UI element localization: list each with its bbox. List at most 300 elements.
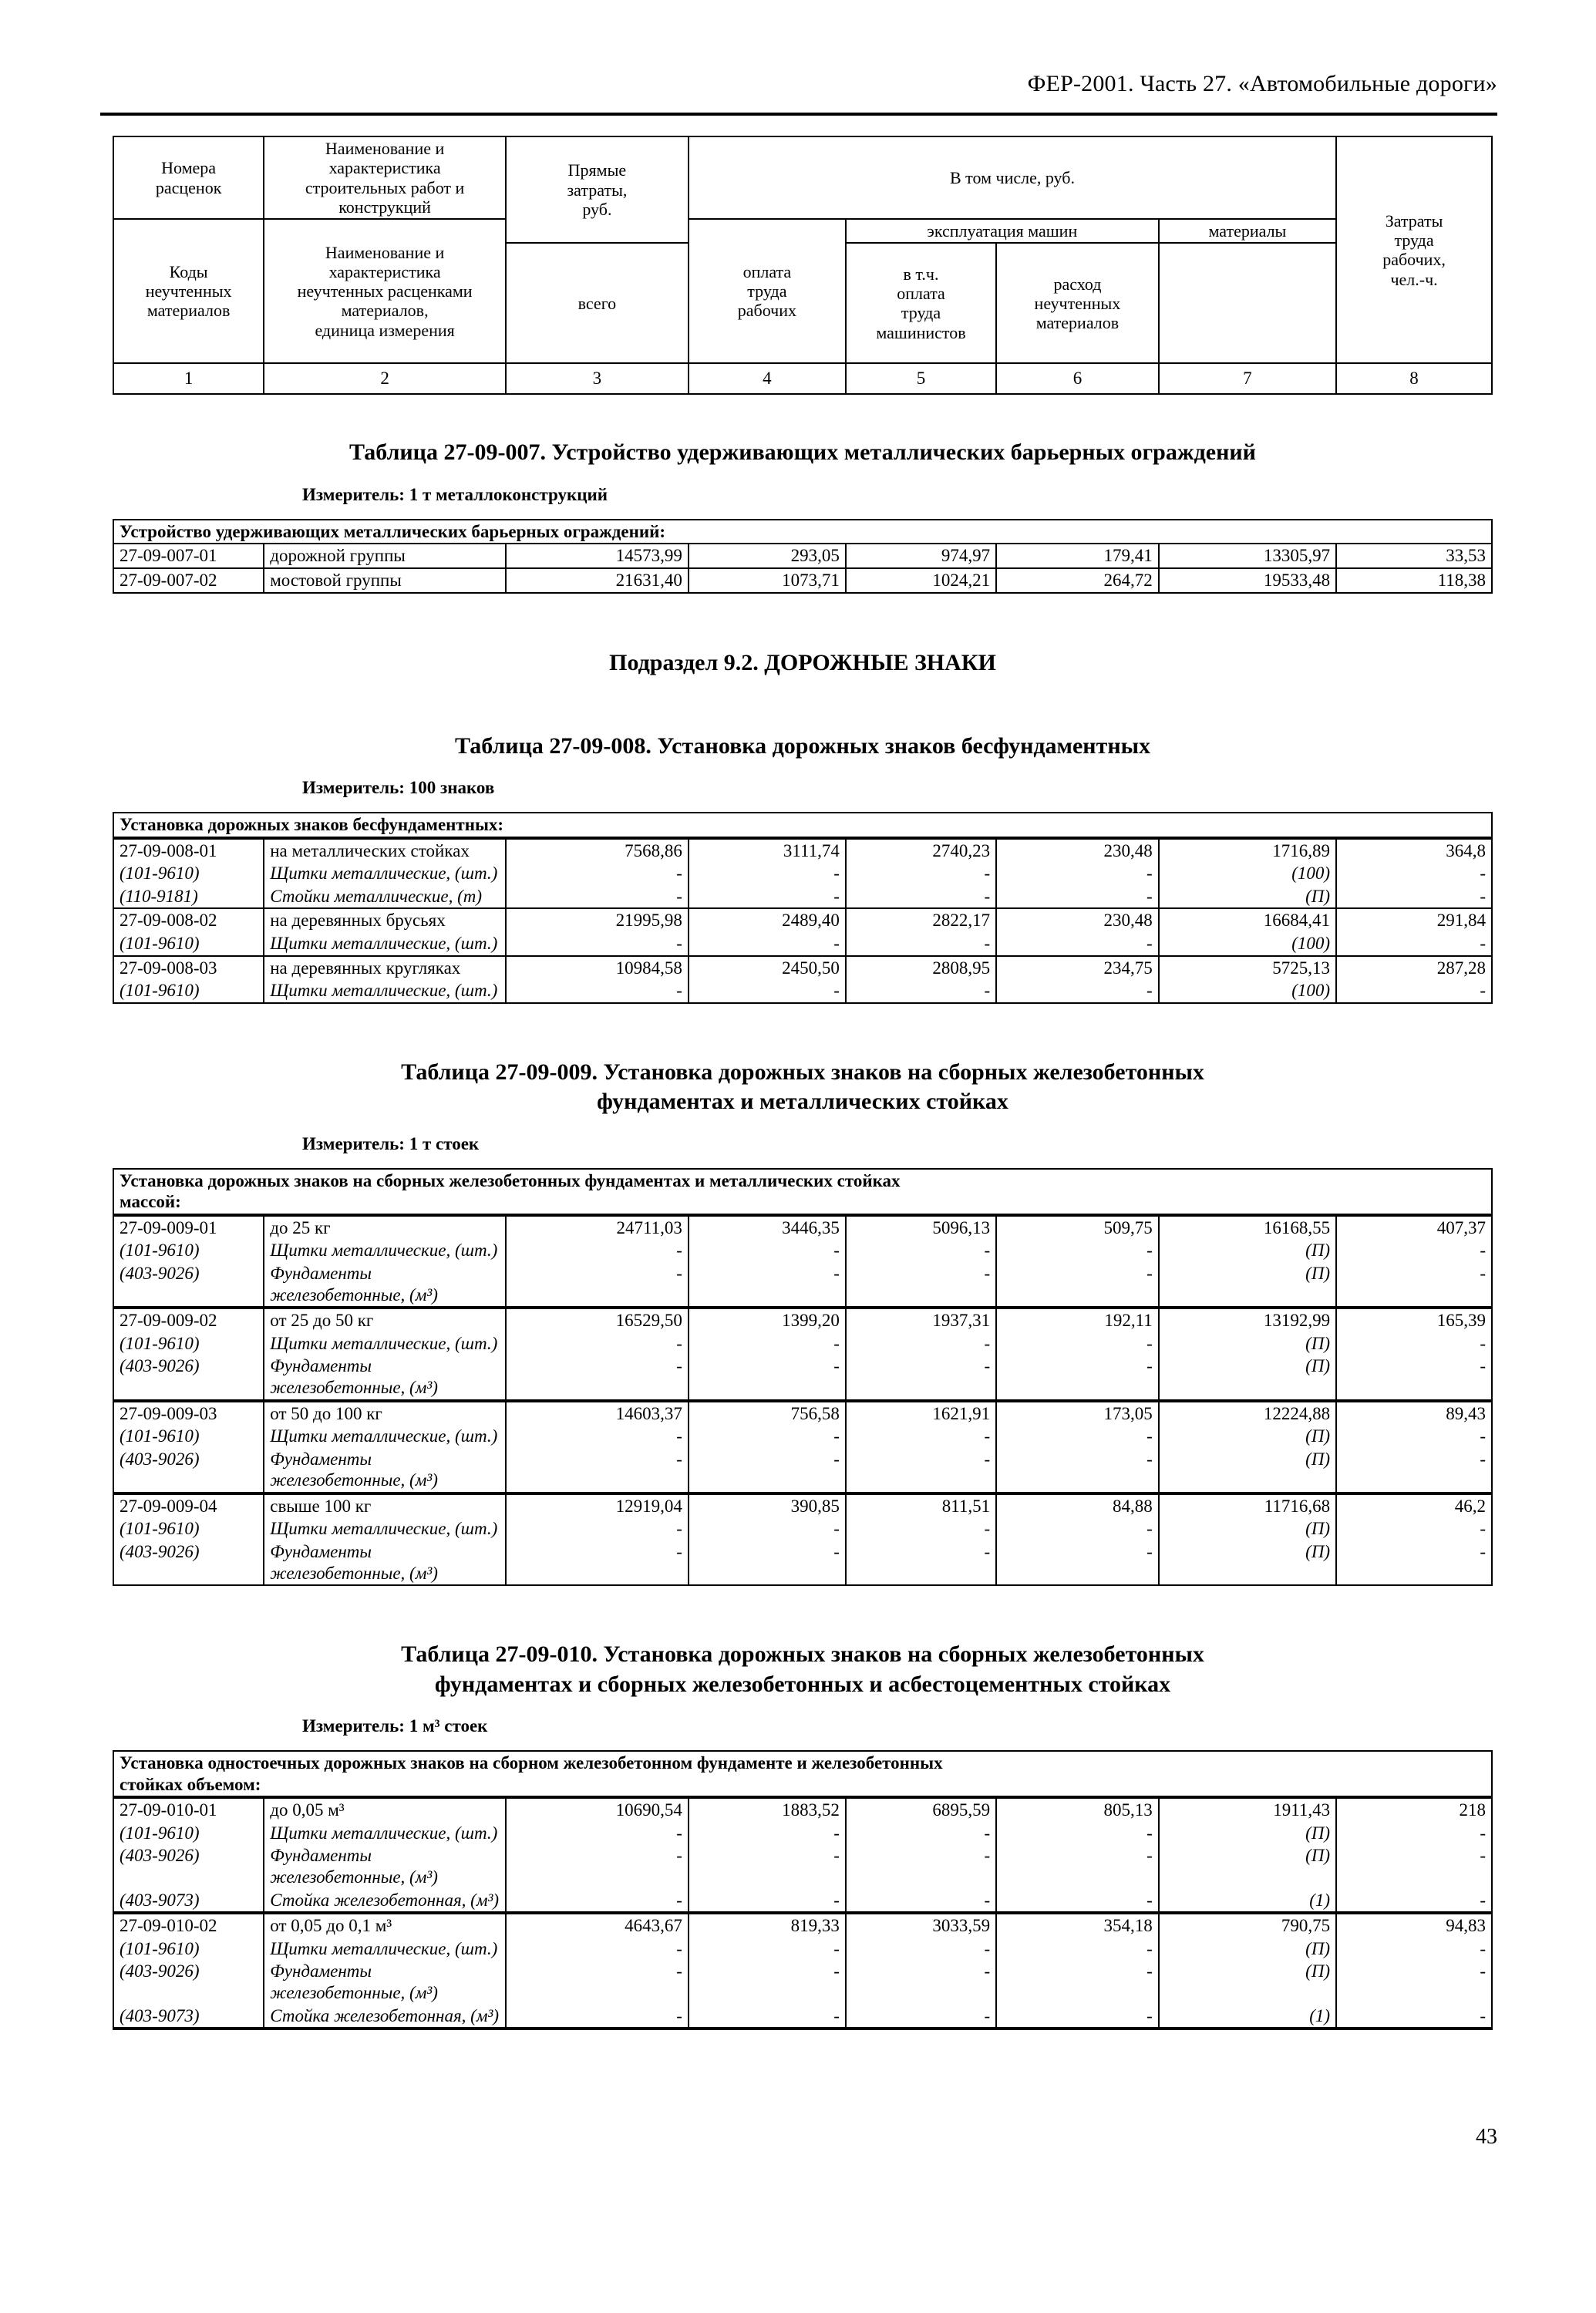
cell-direct-costs: 10690,54	[506, 1797, 689, 1822]
page-number: 43	[1476, 2125, 1497, 2149]
cell-dash: -	[1336, 1822, 1492, 1845]
table-title-010-line1: Таблица 27-09-010. Установка дорожных знаков на сборных железобетонных	[401, 1641, 1204, 1668]
header-row-1	[113, 136, 1492, 219]
cell-dash: -	[846, 1938, 996, 1961]
cell-labor: 33,53	[1336, 544, 1492, 568]
cell-dash: -	[689, 1425, 846, 1448]
cell-code: 27-09-007-01	[113, 544, 264, 568]
cell-direct-costs: 4643,67	[506, 1913, 689, 1938]
cell-labor: 218	[1336, 1797, 1492, 1822]
cell-dash: -	[689, 979, 846, 1003]
cell-name: от 50 до 100 кг	[264, 1401, 506, 1426]
cell-materials: 19533,48	[1159, 568, 1336, 593]
header-text: Прямые	[567, 160, 627, 180]
header-cell-material-name	[264, 219, 506, 363]
header-cell-numbers	[113, 136, 264, 219]
running-head: ФЕР-2001. Часть 27. «Автомобильные дороги»	[1027, 71, 1497, 96]
cell-material-qty: (П)	[1159, 885, 1336, 909]
col-number: 7	[1159, 363, 1336, 394]
cell-dash: -	[506, 885, 689, 909]
table-row	[113, 908, 1492, 932]
cell-dash: -	[689, 932, 846, 956]
cell-labor: 89,43	[1336, 1401, 1492, 1426]
cell-dash: -	[996, 1355, 1159, 1400]
cell-dash: -	[506, 1938, 689, 1961]
cell-dash: -	[1336, 1960, 1492, 2004]
cell-name: на деревянных кругляках	[264, 956, 506, 980]
material-row	[113, 1960, 1492, 2004]
cell-dash: -	[689, 1239, 846, 1262]
cell-dash: -	[846, 862, 996, 885]
cell-code: 27-09-010-02	[113, 1913, 264, 1938]
header-text: труда	[1394, 230, 1434, 250]
band-line: стойках объемом:	[120, 1774, 261, 1794]
cell-material-qty: (П)	[1159, 1517, 1336, 1540]
header-number-row	[113, 363, 1492, 394]
cell-code: 27-09-008-01	[113, 838, 264, 863]
header-text: неучтенных	[1034, 293, 1121, 313]
cell-direct-costs: 24711,03	[506, 1215, 689, 1240]
section-band-label	[113, 1751, 1492, 1797]
cell-name: на металлических стойках	[264, 838, 506, 863]
header-cell-operator-pay	[846, 243, 996, 363]
cell-material-code: (101-9610)	[113, 1239, 264, 1262]
header-text: Номера	[161, 158, 217, 178]
cell-materials: 11716,68	[1159, 1493, 1336, 1518]
header-text: оплата	[897, 284, 945, 304]
cell-material-name: Щитки металлические, (шт.)	[264, 932, 506, 956]
page-content	[113, 136, 1493, 2030]
cell-dash: -	[846, 1960, 996, 2004]
cell-material-name: Щитки металлические, (шт.)	[264, 862, 506, 885]
spacer	[113, 1736, 1493, 1750]
cell-dash: -	[996, 1844, 1159, 1888]
cell-worker-pay: 2489,40	[689, 908, 846, 932]
cell-worker-pay: 1883,52	[689, 1797, 846, 1822]
subsection-title: Подраздел 9.2. ДОРОЖНЫЕ ЗНАКИ	[609, 649, 996, 675]
cell-dash: -	[846, 1425, 996, 1448]
cell-name: дорожной группы	[264, 544, 506, 568]
header-cell-material-codes	[113, 219, 264, 363]
cell-operator-pay: 173,05	[996, 1401, 1159, 1426]
header-text: материалов	[146, 301, 231, 321]
data-table-010	[113, 1750, 1493, 2030]
cell-machines-total: 2822,17	[846, 908, 996, 932]
band-line: Установка дорожных знаков на сборных железобетонных фундаментах и металлических стойках	[120, 1170, 901, 1190]
cell-dash: -	[846, 1332, 996, 1355]
spacer	[113, 1004, 1493, 1058]
cell-dash: -	[996, 1960, 1159, 2004]
cell-dash: -	[506, 1448, 689, 1493]
cell-material-code: (110-9181)	[113, 885, 264, 909]
cell-machines-total: 1937,31	[846, 1308, 996, 1332]
cell-dash: -	[996, 885, 1159, 909]
cell-machines-total: 811,51	[846, 1493, 996, 1518]
material-row	[113, 1540, 1492, 1585]
header-text: строительных работ и конструкций	[305, 177, 465, 217]
cell-code: 27-09-010-01	[113, 1797, 264, 1822]
cell-dash: -	[1336, 1889, 1492, 1914]
header-text: труда	[747, 281, 787, 301]
cell-dash: -	[689, 1960, 846, 2004]
section-band-row	[113, 813, 1492, 838]
cell-materials: 5725,13	[1159, 956, 1336, 980]
cell-dash: -	[996, 862, 1159, 885]
cell-dash: -	[1336, 1448, 1492, 1493]
table-row	[113, 1493, 1492, 1518]
header-group-machines: эксплуатация машин	[846, 219, 1159, 243]
cell-material-qty: (П)	[1159, 1540, 1336, 1585]
spacer	[113, 1117, 1493, 1134]
cell-name: мостовой группы	[264, 568, 506, 593]
spacer	[113, 1699, 1493, 1716]
header-text: Наименование и характеристика	[325, 242, 445, 281]
material-row	[113, 1355, 1492, 1400]
header-text: труда	[901, 303, 941, 323]
cell-material-code: (101-9610)	[113, 1517, 264, 1540]
data-table-009	[113, 1168, 1493, 1587]
cell-operator-pay: 354,18	[996, 1913, 1159, 1938]
header-text: руб.	[582, 199, 612, 219]
cell-name: до 25 кг	[264, 1215, 506, 1240]
cell-material-qty: (П)	[1159, 1355, 1336, 1400]
header-rule	[100, 113, 1497, 116]
cell-machines-total: 974,97	[846, 544, 996, 568]
table-title-010-line2: фундаментах и сборных железобетонных и асбестоцементных стойках	[434, 1671, 1171, 1697]
table-title-009-line2: фундаментах и металлических стойках	[597, 1089, 1008, 1115]
cell-operator-pay: 234,75	[996, 956, 1159, 980]
spacer	[113, 761, 1493, 778]
cell-dash: -	[1336, 1355, 1492, 1400]
cell-material-qty: (1)	[1159, 2005, 1336, 2029]
cell-dash: -	[846, 1355, 996, 1400]
cell-dash: -	[1336, 979, 1492, 1003]
cell-material-name: Щитки металлические, (шт.)	[264, 1332, 506, 1355]
cell-material-qty: (П)	[1159, 1262, 1336, 1308]
material-row	[113, 1262, 1492, 1308]
cell-direct-costs: 7568,86	[506, 838, 689, 863]
cell-worker-pay: 293,05	[689, 544, 846, 568]
spacer	[113, 505, 1493, 519]
cell-dash: -	[689, 1332, 846, 1355]
header-text: Коды	[169, 261, 208, 281]
cell-operator-pay: 230,48	[996, 908, 1159, 932]
cell-worker-pay: 2450,50	[689, 956, 846, 980]
cell-worker-pay: 1399,20	[689, 1308, 846, 1332]
cell-dash: -	[689, 1355, 846, 1400]
cell-labor: 165,39	[1336, 1308, 1492, 1332]
cell-direct-costs: 10984,58	[506, 956, 689, 980]
cell-operator-pay: 264,72	[996, 568, 1159, 593]
cell-dash: -	[506, 1262, 689, 1308]
header-text: неучтенных расценками материалов,	[297, 281, 473, 321]
cell-name: на деревянных брусьях	[264, 908, 506, 932]
cell-labor: 407,37	[1336, 1215, 1492, 1240]
section-band-label	[113, 1169, 1492, 1215]
cell-dash: -	[1336, 932, 1492, 956]
cell-materials: 12224,88	[1159, 1401, 1336, 1426]
cell-dash: -	[996, 1262, 1159, 1308]
cell-dash: -	[506, 1844, 689, 1888]
table-meter-009: Измеритель: 1 т стоек	[302, 1133, 480, 1153]
table-meter-010: Измеритель: 1 м³ стоек	[302, 1716, 488, 1736]
header-row-2	[113, 219, 1492, 243]
cell-code: 27-09-009-01	[113, 1215, 264, 1240]
cell-dash: -	[689, 2005, 846, 2029]
cell-material-qty: (П)	[1159, 1938, 1336, 1961]
cell-name: от 0,05 до 0,1 м³	[264, 1913, 506, 1938]
cell-dash: -	[1336, 1844, 1492, 1888]
cell-material-name: Фундаменты железобетонные, (м³)	[264, 1448, 506, 1493]
cell-labor: 364,8	[1336, 838, 1492, 863]
cell-dash: -	[846, 932, 996, 956]
cell-dash: -	[996, 1822, 1159, 1845]
header-cell-direct-costs	[506, 136, 689, 243]
data-table-007	[113, 519, 1493, 594]
cell-worker-pay: 756,58	[689, 1401, 846, 1426]
cell-worker-pay: 390,85	[689, 1493, 846, 1518]
header-cell-machines-total: всего	[506, 243, 689, 363]
cell-dash: -	[846, 1822, 996, 1845]
cell-dash: -	[689, 1938, 846, 1961]
cell-dash: -	[996, 1332, 1159, 1355]
cell-dash: -	[996, 1448, 1159, 1493]
cell-operator-pay: 192,11	[996, 1308, 1159, 1332]
cell-dash: -	[506, 2005, 689, 2029]
spacer	[113, 678, 1493, 732]
cell-material-name: Щитки металлические, (шт.)	[264, 1425, 506, 1448]
material-row	[113, 1822, 1492, 1845]
cell-dash: -	[506, 1889, 689, 1914]
cell-materials: 1911,43	[1159, 1797, 1336, 1822]
cell-dash: -	[506, 1332, 689, 1355]
cell-material-code: (403-9026)	[113, 1540, 264, 1585]
header-text: расценок	[155, 177, 222, 197]
header-text: единица измерения	[315, 320, 455, 340]
cell-direct-costs: 21631,40	[506, 568, 689, 593]
cell-dash: -	[689, 1262, 846, 1308]
material-row	[113, 1448, 1492, 1493]
table-row	[113, 1308, 1492, 1332]
cell-dash: -	[689, 1889, 846, 1914]
header-text: в т.ч.	[903, 264, 939, 284]
cell-dash: -	[506, 1517, 689, 1540]
cell-labor: 287,28	[1336, 956, 1492, 980]
cell-dash: -	[846, 1889, 996, 1914]
cell-name: до 0,05 м³	[264, 1797, 506, 1822]
cell-dash: -	[1336, 1540, 1492, 1585]
material-row	[113, 1938, 1492, 1961]
cell-dash: -	[996, 2005, 1159, 2029]
material-row	[113, 979, 1492, 1003]
cell-dash: -	[996, 1239, 1159, 1262]
cell-dash: -	[846, 1448, 996, 1493]
material-row	[113, 1425, 1492, 1448]
cell-dash: -	[996, 1938, 1159, 1961]
cell-dash: -	[506, 979, 689, 1003]
cell-material-name: Стойка железобетонная, (м³)	[264, 2005, 506, 2029]
cell-dash: -	[846, 1844, 996, 1888]
cell-worker-pay: 819,33	[689, 1913, 846, 1938]
header-text: рабочих,	[1382, 250, 1446, 270]
band-line: Установка одностоечных дорожных знаков на сборном железобетонном фундаменте и железобетонных	[120, 1753, 943, 1773]
cell-dash: -	[689, 1540, 846, 1585]
cell-code: 27-09-009-03	[113, 1401, 264, 1426]
cell-operator-pay: 805,13	[996, 1797, 1159, 1822]
cell-operator-pay: 509,75	[996, 1215, 1159, 1240]
cell-machines-total: 3033,59	[846, 1913, 996, 1938]
cell-dash: -	[506, 1540, 689, 1585]
table-row	[113, 1913, 1492, 1938]
cell-material-code: (403-9073)	[113, 1889, 264, 1914]
header-text: Затраты	[1385, 210, 1443, 231]
table-row	[113, 956, 1492, 980]
header-group-materials: материалы	[1159, 219, 1336, 243]
cell-material-code: (101-9610)	[113, 979, 264, 1003]
table-row	[113, 544, 1492, 568]
spacer	[113, 468, 1493, 485]
table-meter-007: Измеритель: 1 т металлоконструкций	[302, 484, 608, 504]
col-number: 5	[846, 363, 996, 394]
header-cell-worker-pay	[689, 219, 846, 363]
cell-labor: 291,84	[1336, 908, 1492, 932]
section-band-row	[113, 1169, 1492, 1215]
table-meter-008: Измеритель: 100 знаков	[302, 778, 495, 798]
cell-material-code: (403-9026)	[113, 1844, 264, 1888]
cell-code: 27-09-009-02	[113, 1308, 264, 1332]
cell-dash: -	[996, 979, 1159, 1003]
cell-material-code: (403-9026)	[113, 1262, 264, 1308]
table-title-007: Таблица 27-09-007. Устройство удерживающих металлических барьерных ограждений	[349, 439, 1256, 466]
band-line: массой:	[120, 1192, 181, 1212]
cell-materials: 16168,55	[1159, 1215, 1336, 1240]
cell-operator-pay: 179,41	[996, 544, 1159, 568]
cell-material-qty: (П)	[1159, 1239, 1336, 1262]
cell-code: 27-09-008-03	[113, 956, 264, 980]
cell-dash: -	[689, 1822, 846, 1845]
cell-materials: 790,75	[1159, 1913, 1336, 1938]
cell-worker-pay: 3111,74	[689, 838, 846, 863]
table-row	[113, 838, 1492, 863]
cell-material-qty: (П)	[1159, 1960, 1336, 2004]
cell-dash: -	[1336, 2005, 1492, 2029]
col-number: 8	[1336, 363, 1492, 394]
header-text: материалов	[1035, 313, 1120, 333]
cell-materials: 1716,89	[1159, 838, 1336, 863]
header-text: затраты,	[567, 180, 628, 200]
cell-dash: -	[689, 885, 846, 909]
cell-material-qty: (П)	[1159, 1844, 1336, 1888]
cell-material-code: (101-9610)	[113, 1332, 264, 1355]
cell-direct-costs: 12919,04	[506, 1493, 689, 1518]
header-text: чел.-ч.	[1390, 269, 1438, 289]
cell-material-code: (101-9610)	[113, 1822, 264, 1845]
cell-labor: 46,2	[1336, 1493, 1492, 1518]
section-band-label: Установка дорожных знаков бесфундаментных:	[113, 813, 1492, 838]
cell-machines-total: 5096,13	[846, 1215, 996, 1240]
spacer	[113, 594, 1493, 648]
cell-material-name: Стойки металлические, (т)	[264, 885, 506, 909]
cell-material-code: (403-9026)	[113, 1448, 264, 1493]
cell-materials: 13192,99	[1159, 1308, 1336, 1332]
material-row	[113, 1844, 1492, 1888]
cell-labor: 94,83	[1336, 1913, 1492, 1938]
cell-materials: 16684,41	[1159, 908, 1336, 932]
cell-machines-total: 6895,59	[846, 1797, 996, 1822]
col-number: 3	[506, 363, 689, 394]
cell-material-name: Фундаменты железобетонные, (м³)	[264, 1355, 506, 1400]
table-row	[113, 568, 1492, 593]
cell-labor: 118,38	[1336, 568, 1492, 593]
cell-dash: -	[1336, 1938, 1492, 1961]
cell-worker-pay: 3446,35	[689, 1215, 846, 1240]
header-text: оплата	[742, 261, 792, 281]
cell-material-name: Фундаменты железобетонные, (м³)	[264, 1262, 506, 1308]
cell-material-qty: (100)	[1159, 979, 1336, 1003]
header-text: рабочих	[737, 301, 796, 321]
cell-dash: -	[846, 885, 996, 909]
cell-material-name: Щитки металлические, (шт.)	[264, 1517, 506, 1540]
cell-material-code: (101-9610)	[113, 1938, 264, 1961]
spacer	[113, 395, 1493, 438]
cell-material-name: Щитки металлические, (шт.)	[264, 979, 506, 1003]
cell-worker-pay: 1073,71	[689, 568, 846, 593]
section-band-label: Устройство удерживающих металлических барьерных ограждений:	[113, 520, 1492, 544]
cell-dash: -	[996, 1425, 1159, 1448]
cell-dash: -	[846, 2005, 996, 2029]
cell-dash: -	[1336, 862, 1492, 885]
spacer	[113, 1154, 1493, 1168]
header-group-including: В том числе, руб.	[689, 136, 1336, 219]
cell-dash: -	[506, 1822, 689, 1845]
cell-dash: -	[506, 1960, 689, 2004]
cell-material-name: Щитки металлические, (шт.)	[264, 1239, 506, 1262]
material-row	[113, 885, 1492, 909]
cell-material-name: Фундаменты железобетонные, (м³)	[264, 1844, 506, 1888]
cell-code: 27-09-007-02	[113, 568, 264, 593]
cell-dash: -	[846, 1540, 996, 1585]
cell-material-code: (403-9073)	[113, 2005, 264, 2029]
material-row	[113, 2005, 1492, 2029]
col-number: 2	[264, 363, 506, 394]
col-number: 6	[996, 363, 1159, 394]
header-text: неучтенных	[145, 281, 232, 301]
material-row	[113, 1889, 1492, 1914]
material-row	[113, 1332, 1492, 1355]
cell-materials: 13305,97	[1159, 544, 1336, 568]
cell-material-qty: (П)	[1159, 1332, 1336, 1355]
spacer	[113, 798, 1493, 812]
cell-dash: -	[1336, 1332, 1492, 1355]
cell-dash: -	[996, 1517, 1159, 1540]
cell-operator-pay: 84,88	[996, 1493, 1159, 1518]
cell-direct-costs: 14573,99	[506, 544, 689, 568]
cell-dash: -	[1336, 1517, 1492, 1540]
column-header-table	[113, 136, 1493, 395]
cell-dash: -	[846, 1262, 996, 1308]
section-band-row	[113, 1751, 1492, 1797]
table-title-008: Таблица 27-09-008. Установка дорожных знаков бесфундаментных	[454, 732, 1151, 759]
cell-dash: -	[1336, 885, 1492, 909]
table-row	[113, 1401, 1492, 1426]
cell-dash: -	[506, 1425, 689, 1448]
cell-dash: -	[996, 1540, 1159, 1585]
cell-dash: -	[506, 862, 689, 885]
cell-material-qty: (100)	[1159, 932, 1336, 956]
cell-code: 27-09-009-04	[113, 1493, 264, 1518]
cell-material-code: (403-9026)	[113, 1355, 264, 1400]
cell-code: 27-09-008-02	[113, 908, 264, 932]
